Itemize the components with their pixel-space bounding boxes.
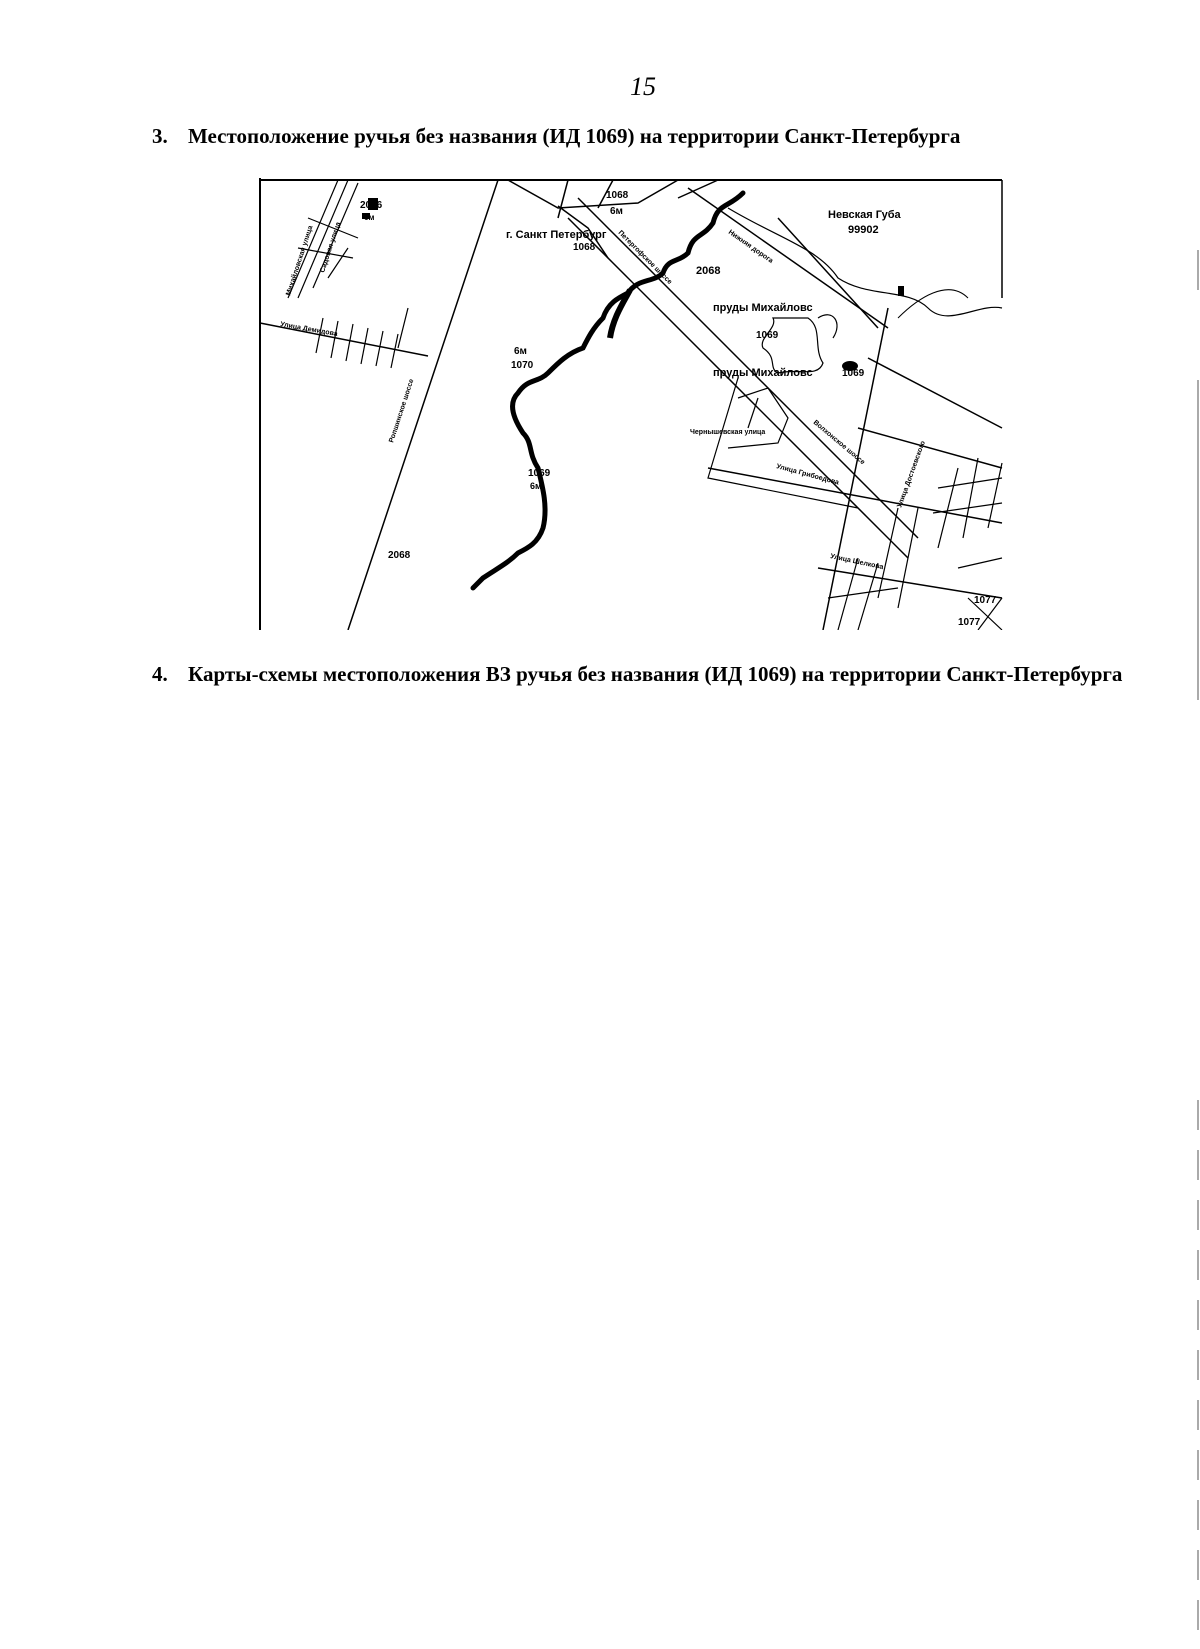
label-6m-topleft: 6м bbox=[364, 213, 375, 222]
label-2068: 2068 bbox=[696, 265, 721, 277]
street-label-demidova: Улица Демидова bbox=[279, 321, 339, 339]
section-4-title: Карты-схемы местоположения ВЗ ручья без названия (ИД 1069) на территории Санкт-Петербурга bbox=[188, 662, 1123, 686]
label-1069-prudy: 1069 bbox=[756, 330, 779, 341]
stream-1069 bbox=[473, 193, 743, 588]
section-3-title: Местоположение ручья без названия (ИД 1069) на территории Санкт-Петербурга bbox=[188, 124, 961, 148]
section-3-heading bbox=[152, 122, 1112, 150]
scan-edge-marks bbox=[1196, 0, 1200, 1649]
label-2066: 2066 bbox=[360, 200, 383, 211]
label-spb-id: 1068 bbox=[573, 242, 596, 253]
label-1077-a: 1077 bbox=[974, 595, 997, 606]
section-4-number: 4. bbox=[152, 662, 168, 686]
label-1077-b: 1077 bbox=[958, 617, 981, 628]
label-1068-top: 1068 bbox=[606, 190, 629, 201]
label-2068-bottom: 2068 bbox=[388, 550, 411, 561]
label-nevskaya-guba: Невская Губа bbox=[828, 209, 901, 221]
street-label-gribov: Улица Грибоедова bbox=[775, 463, 840, 487]
label-nevskaya-guba-id: 99902 bbox=[848, 224, 879, 236]
street-label-vsevolod: Волхонское шоссе bbox=[811, 419, 866, 467]
label-spb: г. Санкт Петербург bbox=[506, 229, 607, 241]
street-label-dostoev: Улица Достоевского bbox=[896, 440, 927, 509]
street-label-nizhnyaya: Нижняя дорога bbox=[726, 228, 775, 265]
street-label-ropsha: Ропшинское шоссе bbox=[388, 378, 416, 444]
label-prudy-2: пруды Михайловс bbox=[713, 367, 813, 379]
street-label-sadovaya: Садовая улица bbox=[319, 221, 343, 274]
street-label-petergof: Петергофское шоссе bbox=[616, 229, 673, 286]
section-3-number: 3. bbox=[152, 124, 168, 148]
street-label-chernysh: Чернышевская улица bbox=[690, 429, 766, 436]
location-map bbox=[258, 178, 1004, 630]
street-label-shelkov: Улица Шелкова bbox=[829, 553, 884, 572]
label-6m-top: 6м bbox=[610, 206, 623, 217]
label-6m-mid: 6м bbox=[514, 346, 527, 357]
label-1070: 1070 bbox=[511, 360, 534, 371]
section-4-heading bbox=[152, 660, 1162, 688]
page-number: 15 bbox=[630, 72, 656, 101]
label-1069-stream: 1069 bbox=[528, 468, 551, 479]
label-1069-prudy-2: 1069 bbox=[842, 368, 865, 379]
label-6m-stream: 6м bbox=[530, 481, 542, 491]
street-label-mikh: Михайловская улица bbox=[285, 224, 315, 297]
label-prudy-1: пруды Михайловс bbox=[713, 302, 813, 314]
